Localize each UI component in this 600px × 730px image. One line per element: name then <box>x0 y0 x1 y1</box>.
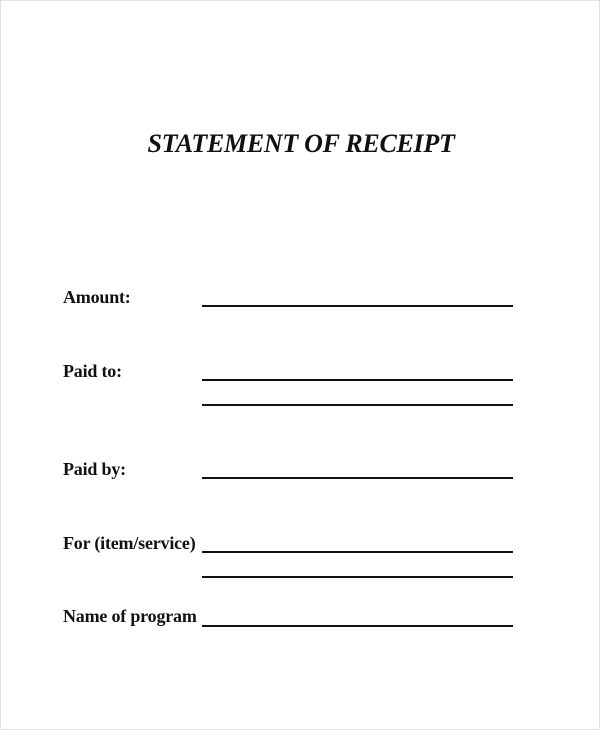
blank-line-paid-to-2 <box>202 404 513 406</box>
blank-line-name-of-program <box>202 625 513 627</box>
document-title: STATEMENT OF RECEIPT <box>147 129 455 158</box>
field-label-name-of-program: Name of program <box>63 606 197 626</box>
blank-line-paid-by <box>202 477 513 479</box>
field-label-paid-to: Paid to: <box>63 361 122 381</box>
blank-line-for-item-service-2 <box>202 576 513 578</box>
blank-line-amount <box>202 305 513 307</box>
field-label-amount: Amount: <box>63 287 131 307</box>
field-label-for-item-service: For (item/service) <box>63 533 196 553</box>
blank-line-paid-to-1 <box>202 379 513 381</box>
field-label-paid-by: Paid by: <box>63 459 126 479</box>
blank-line-for-item-service-1 <box>202 551 513 553</box>
